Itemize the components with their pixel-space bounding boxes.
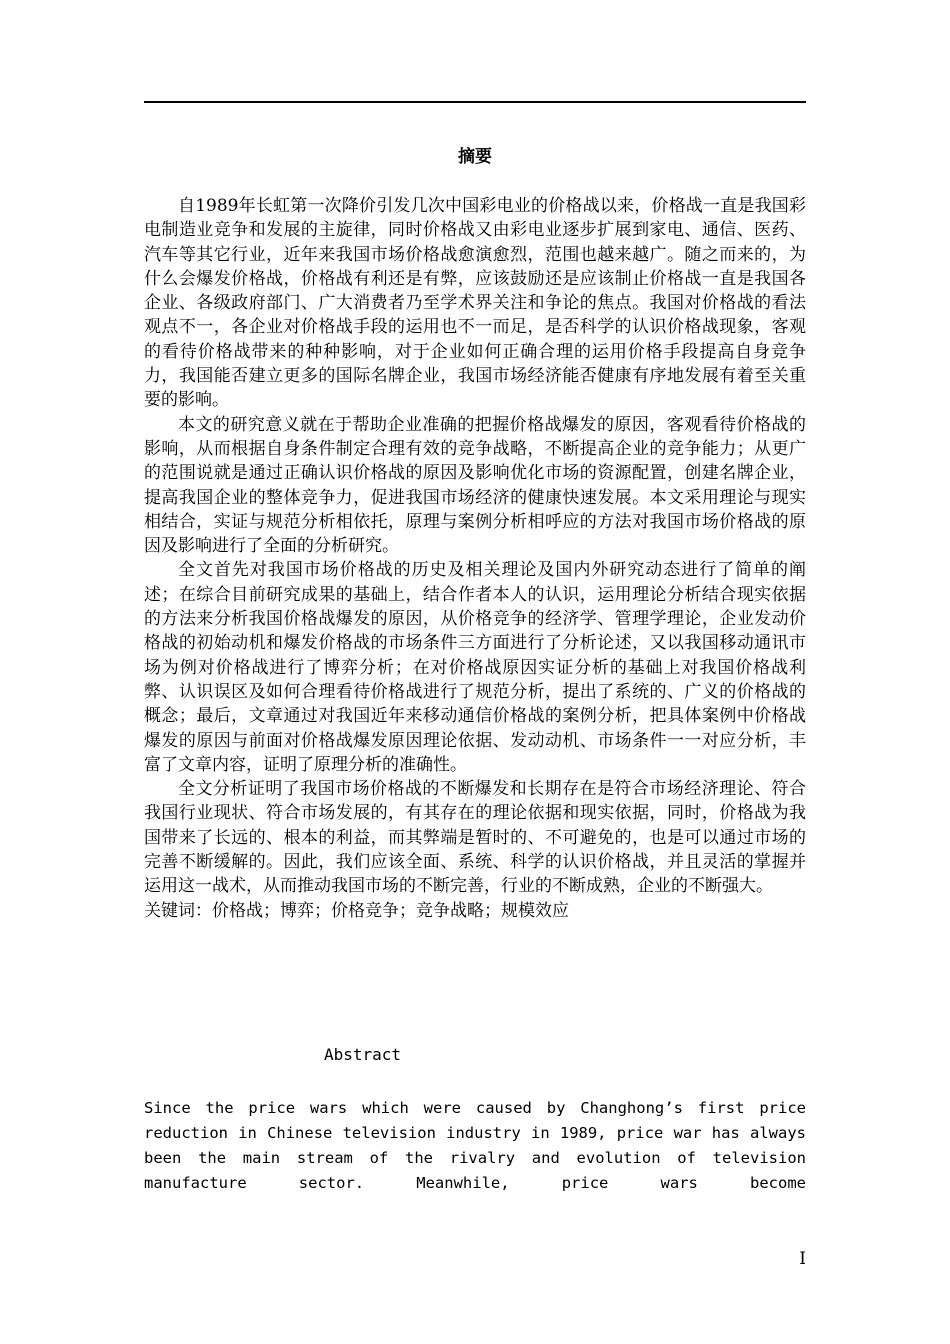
abstract-cn-paragraph-3: 全文首先对我国市场价格战的历史及相关理论及国内外研究动态进行了简单的阐述；在综合目前研究成果的基础上，结合作者本人的认识，运用理论分析结合现实依据的方法来分析我国价格战爆发的原因，从价格竞争的经济学、管理学理论，企业发动价格战的初始动机和爆发价格战的市场条件三方面进行了分析论述，又以我国移动通讯市场为例对价格战进行了博弈分析；在对价格战原因实证分析的基础上对我国价格战利弊、认识误区及如何合理看待价格战进行了规范分析，提出了系统的、广义的价格战的概念；最后，文章通过对我国近年来移动通信价格战的案例分析，把具体案例中价格战爆发的原因与前面对价格战爆发原因理论依据、发动动机、市场条件一一对应分析，丰富了文章内容，证明了原理分析的准确性。 — [144, 560, 806, 775]
abstract-cn-paragraph-4: 全文分析证明了我国市场价格战的不断爆发和长期存在是符合市场经济理论、符合我国行业现状、符合市场发展的，有其存在的理论依据和现实依据，同时，价格战为我国带来了长远的、根本的利益，而其弊端是暂时的、不可避免的，也是可以通过市场的完善不断缓解的。因此，我们应该全面、系统、科学的认识价格战，并且灵活的掌握并运用这一战术，从而推动我国市场的不断完善，行业的不断成熟，企业的不断强大。 — [144, 779, 806, 897]
abstract-cn-body — [144, 194, 806, 923]
abstract-en-body: Since the price wars which were caused by Changhong’s first price reduction in Chinese television industry in 1989, price war has always been the main stream of the rivalry and evolution of television manufacture sector. Meanwhile, price wars become — [144, 1099, 806, 1192]
abstract-cn-title: 摘要 — [458, 147, 492, 167]
page-number: I — [799, 1249, 806, 1269]
keywords-line: 关键词：价格战；博弈；价格竞争；竞争战略；规模效应 — [144, 900, 569, 921]
abstract-en-title: Abstract — [324, 1045, 402, 1064]
header-rule — [144, 101, 806, 103]
abstract-cn-paragraph-1: 自1989年长虹第一次降价引发几次中国彩电业的价格战以来，价格战一直是我国彩电制造业竞争和发展的主旋律，同时价格战又由彩电业逐步扩展到家电、通信、医药、汽车等其它行业，近年来我国市场价格战愈演愈烈，范围也越来越广。随之而来的，为什么会爆发价格战，价格战有利还是有弊，应该鼓励还是应该制止价格战一直是我国各企业、各级政府部门、广大消费者乃至学术界关注和争论的焦点。我国对价格战的看法观点不一，各企业对价格战手段的运用也不一而足，是否科学的认识价格战现象，客观的看待价格战带来的种种影响，对于企业如何正确合理的运用价格手段提高自身竞争力，我国能否建立更多的国际名牌企业，我国市场经济能否健康有序地发展有着至关重要的影响。 — [144, 196, 806, 411]
abstract-cn-paragraph-2: 本文的研究意义就在于帮助企业准确的把握价格战爆发的原因，客观看待价格战的影响，从而根据自身条件制定合理有效的竞争战略，不断提高企业的竞争能力；从更广的范围说就是通过正确认识价格战的原因及影响优化市场的资源配置，创建名牌企业，提高我国企业的整体竞争力，促进我国市场经济的健康快速发展。本文采用理论与现实相结合，实证与规范分析相依托，原理与案例分析相呼应的方法对我国市场价格战的原因及影响进行了全面的分析研究。 — [144, 414, 806, 557]
